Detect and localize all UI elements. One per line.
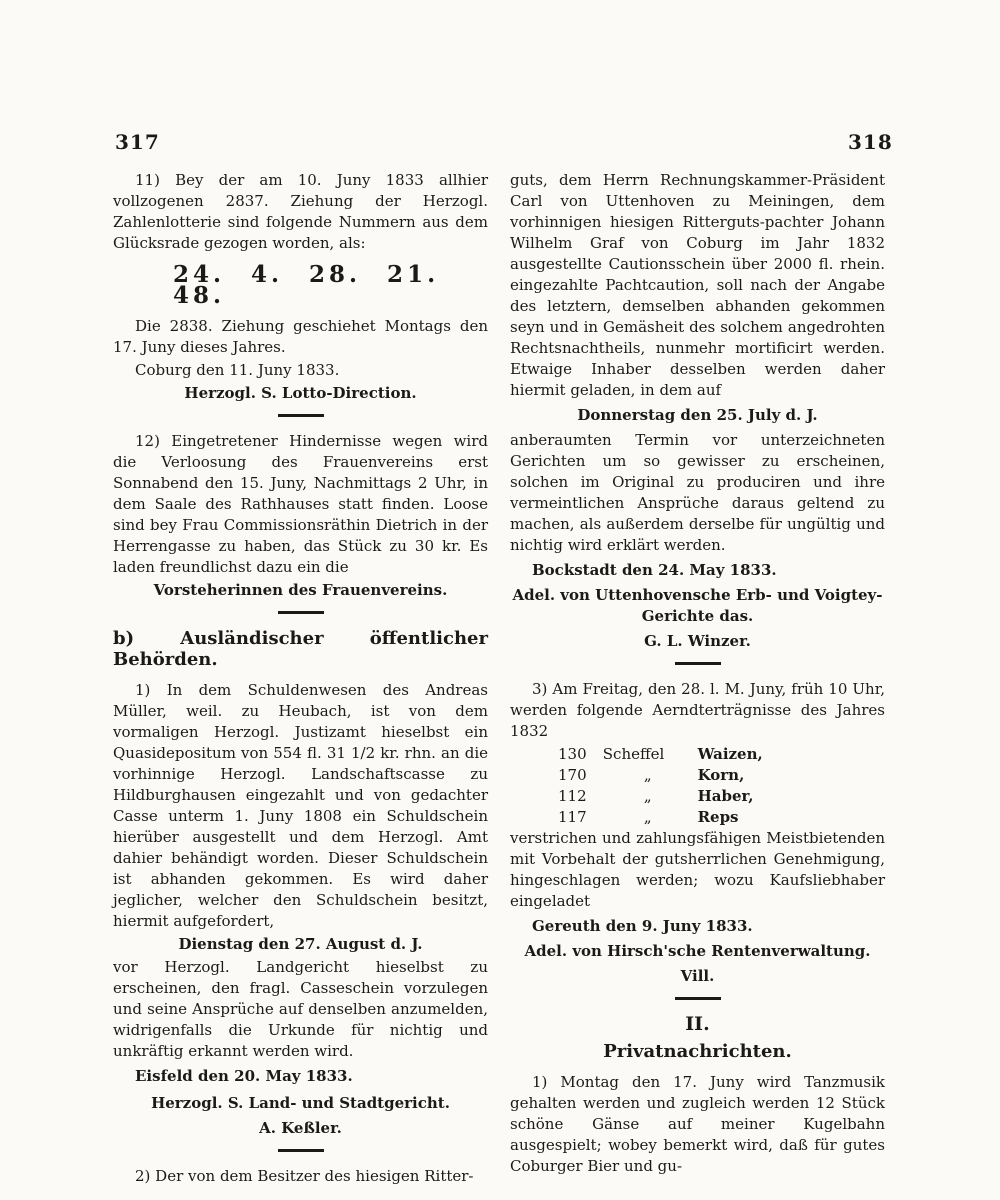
harvest-qty: 112 (558, 787, 587, 805)
divider (278, 611, 324, 614)
left-column (113, 170, 488, 1197)
harvest-qty: 117 (558, 808, 587, 826)
notice-b1-text: 1) In dem Schuldenwesen des Andreas Müller, weil. zu Heubach, ist von dem vormaligen Herzogl. Justizamt hieselbst ein Quasidepositum von 554 fl. 31 1/2 kr. rhn. an die vorhinnige Herzogl. Landschaftscasse zu Hildburghausen eingezahlt und von gedachter Casse unterm 1. Juny 1808 ein Schuldschein hierüber ausgestellt und dem Herzogl. Amt dahier behändigt worden. Dieser Schuldschein ist abhanden gekommen. Es wird daher jeglicher, welcher den Schuldschein besitzt, hiermit aufgefordert, (113, 681, 488, 930)
divider (675, 662, 721, 665)
harvest-item (558, 765, 885, 786)
notice-b2-continued: guts, dem Herrn Rechnungskammer-Präsident Carl von Uttenhoven zu Meiningen, dem vorhinnigen hiesigen Ritterguts-pachter Johann Wilhelm Graf von Coburg im Jahr 1832 ausgestellte Cautionsschein über 2000 fl. rhein. eingezahlte Pachtcaution, soll nach der Angabe des letztern, demselben abhanden gekommen seyn und in Gemäsheit des solchem angedrohten Rechtsnachtheils, nunmehr mortificirt werden. Etwaige Inhaber desselben werden daher hiermit geladen, in dem auf (510, 171, 885, 399)
harvest-measure: „ (643, 787, 652, 805)
page-number-right: 318 (848, 130, 893, 154)
divider (675, 997, 721, 1000)
harvest-grain: Reps (697, 808, 739, 826)
notice-b2-signature-name: G. L. Winzer. (644, 632, 751, 650)
notice-11-text: 11) Bey der am 10. Juny 1833 allhier vollzogenen 2837. Ziehung der Herzogl. Zahlenlotterie sind folgende Nummern aus dem Glücksrade gezogen worden, als: (113, 171, 488, 252)
private-notice-1-text: 1) Montag den 17. Juny wird Tanzmusik gehalten werden und zugleich werden 12 Stück schöne Gänse auf meiner Kugelbahn ausgespielt; wobey bemerkt wird, daß für gutes Coburger Bier und gu- (510, 1073, 885, 1175)
harvest-item (558, 786, 885, 807)
harvest-grain: Waizen, (697, 745, 763, 763)
notice-b3-place-date: Gereuth den 9. Juny 1833. (532, 917, 753, 935)
notice-11-next-draw: Die 2838. Ziehung geschiehet Montags den 17. Juny dieses Jahres. (113, 317, 488, 356)
harvest-item (558, 744, 885, 765)
lottery-numbers: 24. 4. 28. 21. 48. (173, 261, 440, 309)
notice-b1-signature-name: A. Keßler. (259, 1119, 342, 1137)
harvest-qty: 130 (558, 745, 587, 763)
notice-b2-start: 2) Der von dem Besitzer des hiesigen Ritter- (135, 1167, 474, 1185)
section-II-numeral: II. (685, 1013, 710, 1035)
right-column (510, 170, 885, 1187)
notice-b3-signature-name: Vill. (680, 967, 715, 985)
notice-b1-date: Dienstag den 27. August d. J. (178, 935, 423, 953)
notice-b1-place-date: Eisfeld den 20. May 1833. (135, 1067, 353, 1085)
notice-b1-signature-office: Herzogl. S. Land- und Stadtgericht. (151, 1094, 450, 1112)
notice-b3-text-2: verstrichen und zahlungsfähigen Meistbietenden mit Vorbehalt der gutsherrlichen Genehmigung, hingeschlagen werden; wozu Kaufsliebhaber eingeladet (510, 829, 885, 910)
harvest-grain: Korn, (697, 766, 745, 784)
notice-12-signature: Vorsteherinnen des Frauenvereins. (153, 581, 448, 599)
notice-11-signature: Herzogl. S. Lotto-Direction. (184, 384, 417, 402)
notice-b3-signature-office: Adel. von Hirsch'sche Rentenverwaltung. (524, 942, 871, 960)
harvest-measure: „ (643, 808, 652, 826)
harvest-measure: „ (643, 766, 652, 784)
notice-b2-date: Donnerstag den 25. July d. J. (577, 406, 818, 424)
harvest-measure: Scheffel (602, 745, 665, 763)
page-number-left: 317 (115, 130, 160, 154)
notice-b3-text: 3) Am Freitag, den 28. l. M. Juny, früh 10 Uhr, werden folgende Aerndterträgnisse des Jahres 1832 (510, 680, 885, 740)
harvest-grain: Haber, (697, 787, 754, 805)
harvest-list (510, 744, 885, 828)
divider (278, 1149, 324, 1152)
notice-11-place-date: Coburg den 11. Juny 1833. (135, 361, 340, 379)
harvest-item (558, 807, 885, 828)
notice-b2-signature-office: Adel. von Uttenhovensche Erb- und Voigtey-Gerichte das. (512, 586, 883, 625)
notice-b1-text-2: vor Herzogl. Landgericht hieselbst zu erscheinen, den fragl. Casseschein vorzulegen und seine Ansprüche auf denselben anzumelden, widrigenfalls die Urkunde für nichtig und unkräftig erkannt werden wird. (113, 958, 488, 1060)
notice-b2-text-2: anberaumten Termin vor unterzeichneten Gerichten um so gewisser zu erscheinen, solchen im Original zu produciren und ihre vermeintlichen Ansprüche daraus geltend zu machen, als außerdem derselbe für ungültig und nichtig wird erklärt werden. (510, 431, 885, 554)
section-II-heading: Privatnachrichten. (603, 1041, 792, 1062)
notice-12-text: 12) Eingetretener Hindernisse wegen wird die Verloosung des Frauenvereins erst Sonnabend den 15. Juny, Nachmittags 2 Uhr, in dem Saale des Rathhauses statt finden. Loose sind bey Frau Commissionsräthin Dietrich in der Herrengasse zu haben, das Stück zu 30 kr. Es laden freundlichst dazu ein die (113, 432, 488, 576)
harvest-qty: 170 (558, 766, 587, 784)
section-b-heading: b) Ausländischer öffentlicher Behörden. (113, 628, 488, 670)
divider (278, 414, 324, 417)
notice-b2-place-date: Bockstadt den 24. May 1833. (532, 561, 777, 579)
